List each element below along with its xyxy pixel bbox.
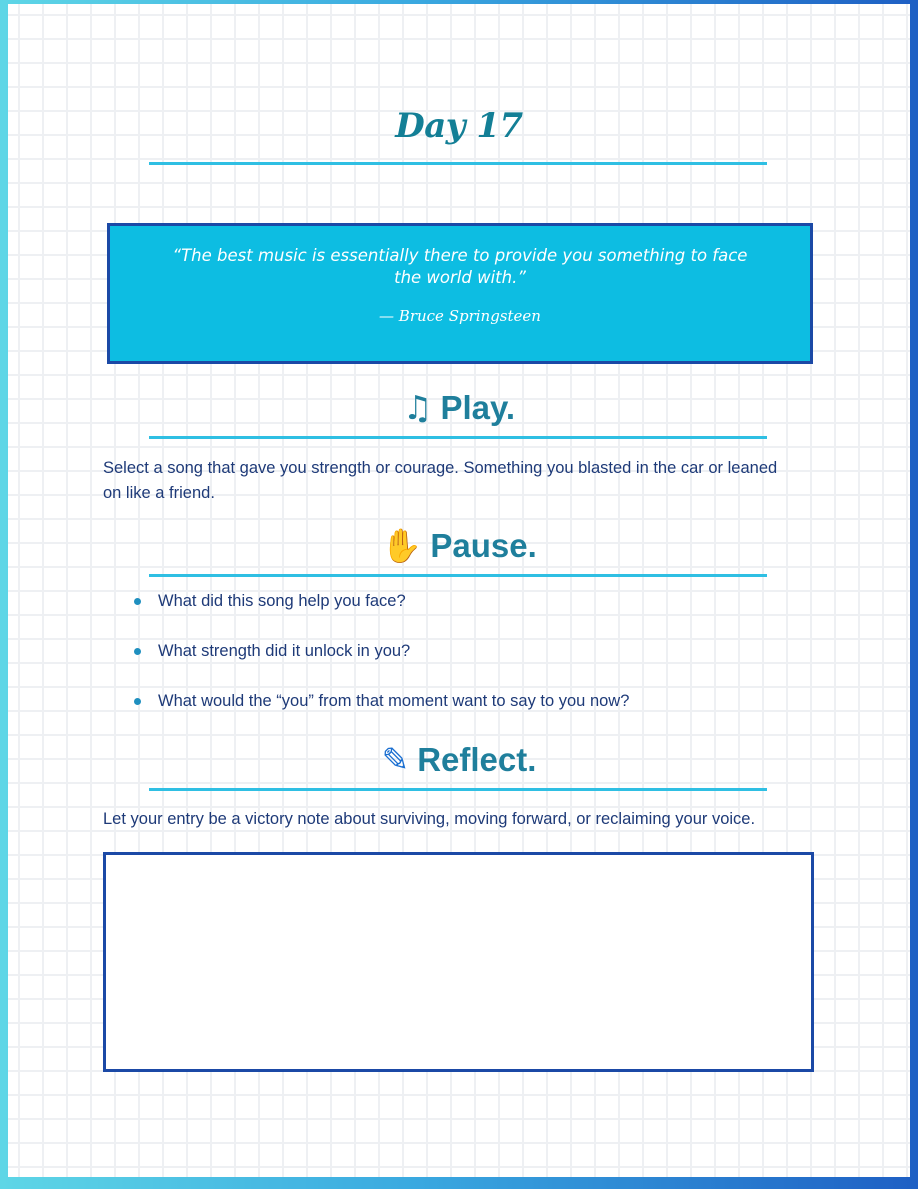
- play-heading: [8, 388, 910, 427]
- pause-divider: [149, 574, 767, 577]
- quote-text: “The best music is essentially there to provide you something to face the world with.”: [172, 246, 748, 287]
- list-item: [134, 640, 629, 690]
- question-text: What would the “you” from that moment want to say to you now?: [158, 692, 630, 710]
- quote-author: — Bruce Springsteen: [379, 307, 541, 325]
- title-divider: [149, 162, 767, 165]
- pen-icon: ✎: [381, 740, 410, 779]
- worksheet-page: [8, 4, 910, 1177]
- bullet-icon: [134, 648, 141, 655]
- play-heading-label: Play.: [440, 389, 516, 426]
- reflect-heading-label: Reflect.: [417, 741, 537, 778]
- question-text: What did this song help you face?: [158, 592, 406, 610]
- quote-box: [107, 223, 813, 364]
- bullet-icon: [134, 698, 141, 705]
- reflect-instructions: Let your entry be a victory note about surviving, moving forward, or reclaiming your voice.: [103, 810, 756, 828]
- bullet-icon: [134, 598, 141, 605]
- page-title: Day 17: [395, 106, 523, 146]
- reflect-heading: [8, 740, 910, 779]
- raised-hand-icon: ✋: [381, 526, 423, 565]
- journal-entry-box[interactable]: [103, 852, 814, 1072]
- music-note-icon: ♫: [402, 388, 433, 427]
- pause-questions: [134, 590, 629, 740]
- list-item: [134, 590, 629, 640]
- pause-heading: [8, 526, 910, 566]
- play-divider: [149, 436, 767, 439]
- pause-heading-label: Pause.: [430, 527, 537, 564]
- play-instructions: Select a song that gave you strength or courage. Something you blasted in the car or leaned on like a friend.: [103, 459, 778, 502]
- question-text: What strength did it unlock in you?: [158, 642, 411, 660]
- reflect-divider: [149, 788, 767, 791]
- list-item: [134, 690, 629, 740]
